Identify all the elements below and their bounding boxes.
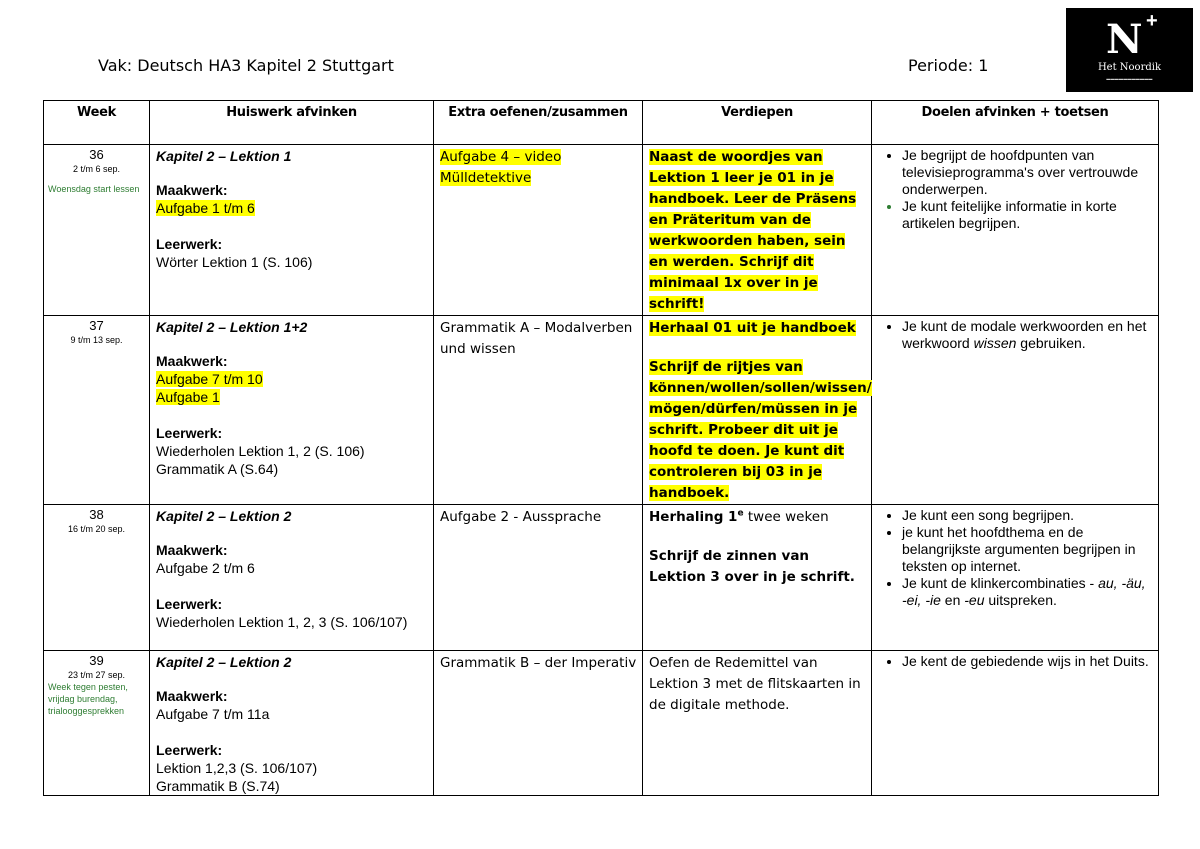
extra-text: Aufgabe 2 - Aussprache bbox=[440, 509, 602, 525]
goal-item: • Je kunt feitelijke informatie in korte artikelen begrijpen. bbox=[902, 198, 1154, 232]
week-dates: 16 t/m 20 sep. bbox=[67, 524, 126, 534]
extra-text: Grammatik B – der Imperativ bbox=[440, 655, 637, 671]
week-number: 37 bbox=[89, 318, 104, 333]
goal-text: Je kunt de klinkercombinaties - bbox=[902, 575, 1095, 591]
maakwerk-label: Maakwerk: bbox=[156, 182, 228, 198]
maakwerk-item: Aufgabe 1 t/m 6 bbox=[156, 200, 255, 216]
table-row bbox=[44, 651, 1159, 796]
period-label: Periode: 1 bbox=[908, 56, 989, 75]
logo-letter: N bbox=[1106, 16, 1143, 63]
week-number: 36 bbox=[89, 147, 104, 162]
goal-item: • Je begrijpt de hoofdpunten van televisieprogramma's over vertrouwde onderwerpen. bbox=[902, 147, 1154, 198]
kapitel-title: Kapitel 2 – Lektion 2 bbox=[156, 508, 292, 524]
week-cell bbox=[44, 651, 150, 796]
huiswerk-cell bbox=[150, 145, 434, 316]
leerwerk-label: Leerwerk: bbox=[156, 742, 223, 758]
extra-cell bbox=[434, 145, 643, 316]
logo-tagline-mark: ▬▬▬▬▬▬▬▬▬▬▬ bbox=[1106, 76, 1153, 81]
maakwerk-label: Maakwerk: bbox=[156, 542, 228, 558]
logo-name: Het Noordik bbox=[1097, 62, 1162, 73]
doelen-cell bbox=[872, 316, 1159, 505]
huiswerk-cell bbox=[150, 505, 434, 651]
goal-item bbox=[902, 575, 1154, 609]
week-cell bbox=[44, 145, 150, 316]
goal-item: • Je kunt een song begrijpen. bbox=[902, 507, 1154, 524]
goal-item bbox=[902, 318, 1154, 352]
maakwerk-item: Aufgabe 7 t/m 11a bbox=[156, 706, 270, 722]
week-note: Week tegen pesten, vrijdag burendag, trialooggesprekken bbox=[48, 682, 128, 716]
subject-title: Vak: Deutsch HA3 Kapitel 2 Stuttgart bbox=[98, 56, 394, 75]
huiswerk-cell bbox=[150, 651, 434, 796]
week-cell bbox=[44, 505, 150, 651]
extra-text: Aufgabe 4 – video Mülldetektive bbox=[440, 149, 562, 186]
extra-text: Grammatik A – Modalverben und wissen bbox=[440, 320, 633, 357]
planning-table bbox=[43, 100, 1159, 796]
logo-plus: + bbox=[1146, 10, 1158, 32]
maakwerk-item: Aufgabe 2 t/m 6 bbox=[156, 560, 255, 576]
maakwerk-label: Maakwerk: bbox=[156, 353, 228, 369]
extra-cell bbox=[434, 651, 643, 796]
verdiepen-cell bbox=[643, 651, 872, 796]
leerwerk-item: Wörter Lektion 1 (S. 106) bbox=[156, 254, 313, 270]
maakwerk-label: Maakwerk: bbox=[156, 688, 228, 704]
extra-cell bbox=[434, 505, 643, 651]
school-logo bbox=[1066, 8, 1193, 92]
col-header-huiswerk: Huiswerk afvinken bbox=[150, 101, 434, 145]
goal-text: Je kunt de modale werkwoorden en het werkwoord bbox=[902, 318, 1147, 351]
goal-text-italic: -eu bbox=[964, 592, 985, 608]
goal-item: • je kunt het hoofdthema en de belangrijkste argumenten begrijpen in teksten op internet. bbox=[902, 524, 1154, 575]
verdiepen-text: Herhaal 01 uit je handboek bbox=[649, 320, 856, 336]
goal-item: • Je kent de gebiedende wijs in het Duits. bbox=[902, 653, 1154, 670]
verdiepen-text: Schrijf de rijtjes van können/wollen/sollen/wissen/ mögen/dürfen/müssen in je schrift. Probeer dit uit je hoofd te doen. Je kunt dit controleren bij 03 in je handboek. bbox=[649, 359, 872, 501]
week-dates: 23 t/m 27 sep. bbox=[67, 670, 126, 680]
kapitel-title: Kapitel 2 – Lektion 1 bbox=[156, 148, 292, 164]
verdiepen-cell bbox=[643, 505, 872, 651]
col-header-extra: Extra oefenen/zusammen bbox=[434, 101, 643, 145]
maakwerk-item: Aufgabe 1 bbox=[156, 389, 220, 405]
verdiepen-text: Naast de woordjes van Lektion 1 leer je 01 in je handboek. Leer de Präsens en Präteritum van de werkwoorden haben, sein en werden. Schrijf dit minimaal 1x over in je schrift! bbox=[649, 149, 857, 312]
table-row bbox=[44, 145, 1159, 316]
table-row bbox=[44, 316, 1159, 505]
goal-text: en bbox=[940, 592, 965, 608]
goal-text: uitspreken. bbox=[984, 592, 1057, 608]
goal-text: gebruiken. bbox=[1020, 335, 1086, 351]
verdiepen-text: Oefen de Redemittel van Lektion 3 met de flitskaarten in de digitale methode. bbox=[649, 655, 861, 713]
col-header-week: Week bbox=[44, 101, 150, 145]
verdiepen-cell bbox=[643, 145, 872, 316]
leerwerk-label: Leerwerk: bbox=[156, 596, 223, 612]
week-dates: 2 t/m 6 sep. bbox=[72, 164, 121, 174]
doelen-cell bbox=[872, 505, 1159, 651]
verdiepen-text: Herhaling 1 bbox=[649, 509, 738, 525]
week-note: Woensdag start lessen bbox=[48, 184, 140, 194]
col-header-doelen: Doelen afvinken + toetsen bbox=[872, 101, 1159, 145]
leerwerk-item: Grammatik A (S.64) bbox=[156, 461, 279, 477]
goal-text-italic: wissen bbox=[973, 335, 1017, 351]
kapitel-title: Kapitel 2 – Lektion 2 bbox=[156, 654, 292, 670]
leerwerk-item: Wiederholen Lektion 1, 2 (S. 106) bbox=[156, 443, 365, 459]
verdiepen-text: twee weken bbox=[743, 509, 829, 525]
verdiepen-cell bbox=[643, 316, 872, 505]
doelen-cell bbox=[872, 145, 1159, 316]
extra-cell bbox=[434, 316, 643, 505]
verdiepen-sup: e bbox=[737, 508, 744, 519]
leerwerk-label: Leerwerk: bbox=[156, 236, 223, 252]
doelen-cell bbox=[872, 651, 1159, 796]
leerwerk-item: Lektion 1,2,3 (S. 106/107) bbox=[156, 760, 318, 776]
maakwerk-item: Aufgabe 7 t/m 10 bbox=[156, 371, 263, 387]
huiswerk-cell bbox=[150, 316, 434, 505]
table-header-row bbox=[44, 101, 1159, 145]
col-header-verdiepen: Verdiepen bbox=[643, 101, 872, 145]
week-number: 39 bbox=[89, 653, 104, 668]
kapitel-title: Kapitel 2 – Lektion 1+2 bbox=[156, 319, 308, 335]
table-row bbox=[44, 505, 1159, 651]
leerwerk-item: Grammatik B (S.74) bbox=[156, 778, 280, 794]
week-number: 38 bbox=[89, 507, 104, 522]
verdiepen-text: Schrijf de zinnen van Lektion 3 over in je schrift. bbox=[649, 548, 855, 585]
leerwerk-label: Leerwerk: bbox=[156, 425, 223, 441]
leerwerk-item: Wiederholen Lektion 1, 2, 3 (S. 106/107) bbox=[156, 614, 408, 630]
week-dates: 9 t/m 13 sep. bbox=[70, 335, 123, 345]
goal-text-italic: au, -äu, -ei, -ie bbox=[902, 575, 1146, 608]
week-cell bbox=[44, 316, 150, 505]
